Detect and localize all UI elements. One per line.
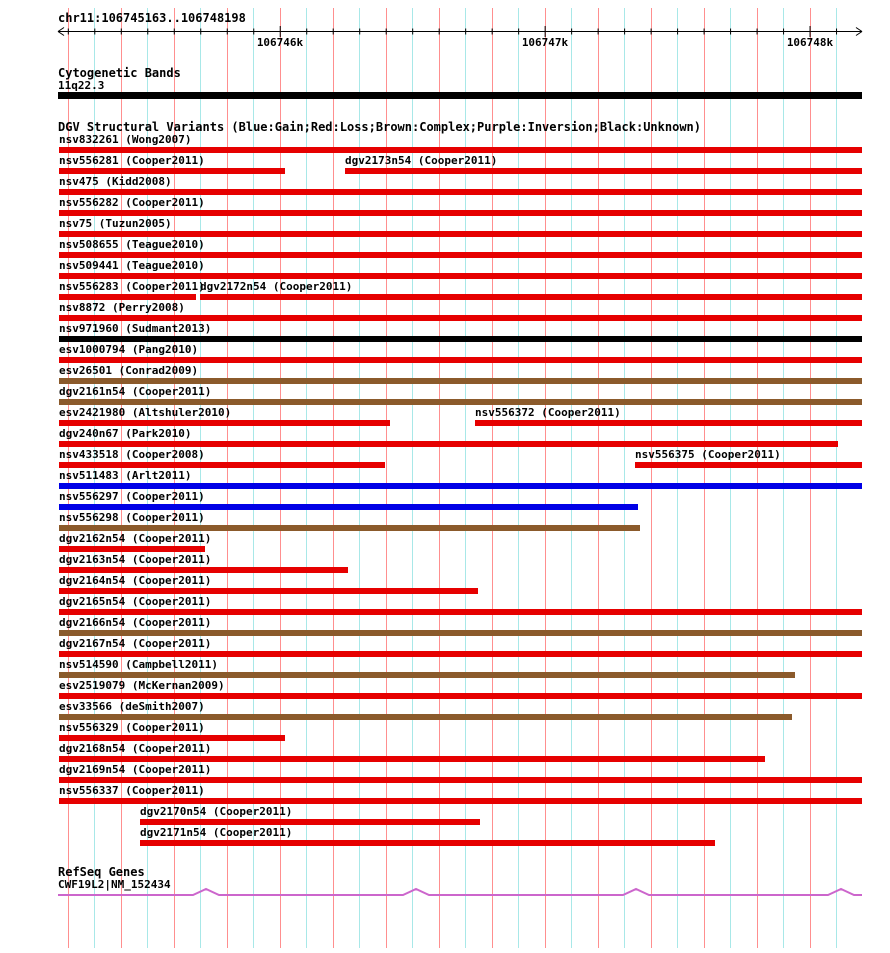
variant-row xyxy=(0,533,890,554)
variant-bar-complex[interactable] xyxy=(59,525,640,531)
variant-row xyxy=(0,407,890,428)
cytoband-label: 11q22.3 xyxy=(58,79,105,92)
variant-label: nsv556298 (Cooper2011) xyxy=(59,511,205,524)
variant-bar-complex[interactable] xyxy=(59,714,792,720)
variant-row xyxy=(0,344,890,365)
variant-label: nsv556281 (Cooper2011) xyxy=(59,154,205,167)
variant-label: dgv2162n54 (Cooper2011) xyxy=(59,532,212,545)
variant-label: nsv556282 (Cooper2011) xyxy=(59,196,205,209)
variant-label: esv1000794 (Pang2010) xyxy=(59,343,199,356)
variant-label: dgv2163n54 (Cooper2011) xyxy=(59,553,212,566)
ruler-tick-label: 106746k xyxy=(256,36,304,49)
variant-row xyxy=(0,428,890,449)
region-title: chr11:106745163..106748198 xyxy=(58,11,246,25)
variant-label: esv2421980 (Altshuler2010) xyxy=(59,406,232,419)
variant-label: dgv240n67 (Park2010) xyxy=(59,427,192,440)
ruler-mark xyxy=(856,28,862,32)
variant-label: dgv2171n54 (Cooper2011) xyxy=(140,826,293,839)
variant-row xyxy=(0,281,890,302)
variant-bar-complex[interactable] xyxy=(59,630,862,636)
variant-bar-loss[interactable] xyxy=(59,567,348,573)
variant-bar-loss[interactable] xyxy=(59,252,862,258)
variant-row xyxy=(0,302,890,323)
variant-label: nsv556375 (Cooper2011) xyxy=(635,448,781,461)
variant-row xyxy=(0,617,890,638)
variant-label: nsv511483 (Arlt2011) xyxy=(59,469,192,482)
variant-bar-complex[interactable] xyxy=(59,672,795,678)
variant-row xyxy=(0,827,890,848)
variant-bar-loss[interactable] xyxy=(59,147,862,153)
coordinate-ruler[interactable] xyxy=(0,24,890,48)
variant-row xyxy=(0,638,890,659)
variant-bar-loss[interactable] xyxy=(59,777,862,783)
variant-row xyxy=(0,260,890,281)
variant-row xyxy=(0,365,890,386)
ruler-tick-label: 106747k xyxy=(521,36,569,49)
variant-label: esv26501 (Conrad2009) xyxy=(59,364,199,377)
variant-row xyxy=(0,449,890,470)
section-header-variants: DGV Structural Variants (Blue:Gain;Red:Loss;Brown:Complex;Purple:Inversion;Black:Unknown) xyxy=(58,120,701,134)
variant-label: nsv556283 (Cooper2011) xyxy=(59,280,205,293)
cytoband-bar[interactable] xyxy=(58,92,862,99)
variant-bar-loss[interactable] xyxy=(59,651,862,657)
variant-label: nsv75 (Tuzun2005) xyxy=(59,217,172,230)
variant-row xyxy=(0,323,890,344)
variant-label: nsv556297 (Cooper2011) xyxy=(59,490,205,503)
variant-bar-loss[interactable] xyxy=(59,420,390,426)
variant-bar-loss[interactable] xyxy=(59,294,196,300)
section-header-genes: RefSeq Genes xyxy=(58,865,145,879)
variant-bar-loss[interactable] xyxy=(59,315,862,321)
gene-intron-line[interactable] xyxy=(58,889,862,895)
variant-bar-gain[interactable] xyxy=(59,483,862,489)
variant-row xyxy=(0,764,890,785)
variant-bar-loss[interactable] xyxy=(59,546,205,552)
variant-label: dgv2167n54 (Cooper2011) xyxy=(59,637,212,650)
variant-row xyxy=(0,575,890,596)
variant-bar-loss[interactable] xyxy=(59,756,765,762)
variant-bar-unknown[interactable] xyxy=(59,336,862,342)
variant-bar-loss[interactable] xyxy=(635,462,862,468)
ruler-mark xyxy=(856,32,862,36)
variant-row xyxy=(0,659,890,680)
variant-label: nsv475 (Kidd2008) xyxy=(59,175,172,188)
variant-bar-loss[interactable] xyxy=(59,357,862,363)
variant-label: nsv556337 (Cooper2011) xyxy=(59,784,205,797)
variant-row xyxy=(0,554,890,575)
variant-row xyxy=(0,239,890,260)
variant-label: dgv2168n54 (Cooper2011) xyxy=(59,742,212,755)
variant-row xyxy=(0,512,890,533)
section-header-cytobands: Cytogenetic Bands xyxy=(58,66,181,80)
variant-label: nsv509441 (Teague2010) xyxy=(59,259,205,272)
variant-label: dgv2165n54 (Cooper2011) xyxy=(59,595,212,608)
variant-label: nsv832261 (Wong2007) xyxy=(59,133,192,146)
variant-bar-loss[interactable] xyxy=(140,840,715,846)
variant-bar-loss[interactable] xyxy=(59,189,862,195)
variant-bar-loss[interactable] xyxy=(59,798,862,804)
variant-row xyxy=(0,134,890,155)
variant-row xyxy=(0,197,890,218)
variant-label: dgv2161n54 (Cooper2011) xyxy=(59,385,212,398)
variant-row xyxy=(0,701,890,722)
variant-label: dgv2169n54 (Cooper2011) xyxy=(59,763,212,776)
variant-bar-loss[interactable] xyxy=(59,441,838,447)
variant-label: dgv2172n54 (Cooper2011) xyxy=(200,280,353,293)
variant-row xyxy=(0,218,890,239)
variant-label: nsv8872 (Perry2008) xyxy=(59,301,185,314)
ruler-mark xyxy=(58,32,64,36)
variant-bar-complex[interactable] xyxy=(59,399,862,405)
variant-bar-loss[interactable] xyxy=(475,420,862,426)
variant-row xyxy=(0,155,890,176)
variant-label: nsv433518 (Cooper2008) xyxy=(59,448,205,461)
variant-bar-loss[interactable] xyxy=(59,693,862,699)
variant-label: nsv508655 (Teague2010) xyxy=(59,238,205,251)
variant-label: dgv2170n54 (Cooper2011) xyxy=(140,805,293,818)
variant-bar-loss[interactable] xyxy=(59,462,385,468)
ruler-tick-label: 106748k xyxy=(786,36,834,49)
variant-bar-loss[interactable] xyxy=(140,819,480,825)
variant-label: dgv2173n54 (Cooper2011) xyxy=(345,154,498,167)
ruler-mark xyxy=(58,28,64,32)
variant-bar-loss[interactable] xyxy=(200,294,862,300)
variant-row xyxy=(0,176,890,197)
variant-bar-complex[interactable] xyxy=(59,378,862,384)
variant-row xyxy=(0,680,890,701)
variant-row xyxy=(0,722,890,743)
variant-row xyxy=(0,470,890,491)
variant-bar-loss[interactable] xyxy=(59,210,862,216)
variant-label: esv33566 (deSmith2007) xyxy=(59,700,205,713)
variant-bar-loss[interactable] xyxy=(59,231,862,237)
variant-label: nsv556372 (Cooper2011) xyxy=(475,406,621,419)
variant-bar-loss[interactable] xyxy=(59,735,285,741)
variant-label: dgv2164n54 (Cooper2011) xyxy=(59,574,212,587)
variant-bar-loss[interactable] xyxy=(59,588,478,594)
variant-bar-loss[interactable] xyxy=(59,273,862,279)
variant-row xyxy=(0,743,890,764)
variant-label: dgv2166n54 (Cooper2011) xyxy=(59,616,212,629)
gene-structure-glyph[interactable] xyxy=(58,887,862,899)
gene-label: CWF19L2|NM_152434 xyxy=(58,878,171,891)
variant-label: nsv556329 (Cooper2011) xyxy=(59,721,205,734)
variant-row xyxy=(0,806,890,827)
variant-bar-loss[interactable] xyxy=(345,168,862,174)
variant-bar-loss[interactable] xyxy=(59,609,862,615)
variant-row xyxy=(0,596,890,617)
variant-row xyxy=(0,386,890,407)
variant-row xyxy=(0,785,890,806)
variant-bar-loss[interactable] xyxy=(59,168,285,174)
variant-label: nsv514590 (Campbell2011) xyxy=(59,658,218,671)
variant-label: nsv971960 (Sudmant2013) xyxy=(59,322,212,335)
variant-row xyxy=(0,491,890,512)
variant-bar-gain[interactable] xyxy=(59,504,638,510)
variant-label: esv2519079 (McKernan2009) xyxy=(59,679,225,692)
